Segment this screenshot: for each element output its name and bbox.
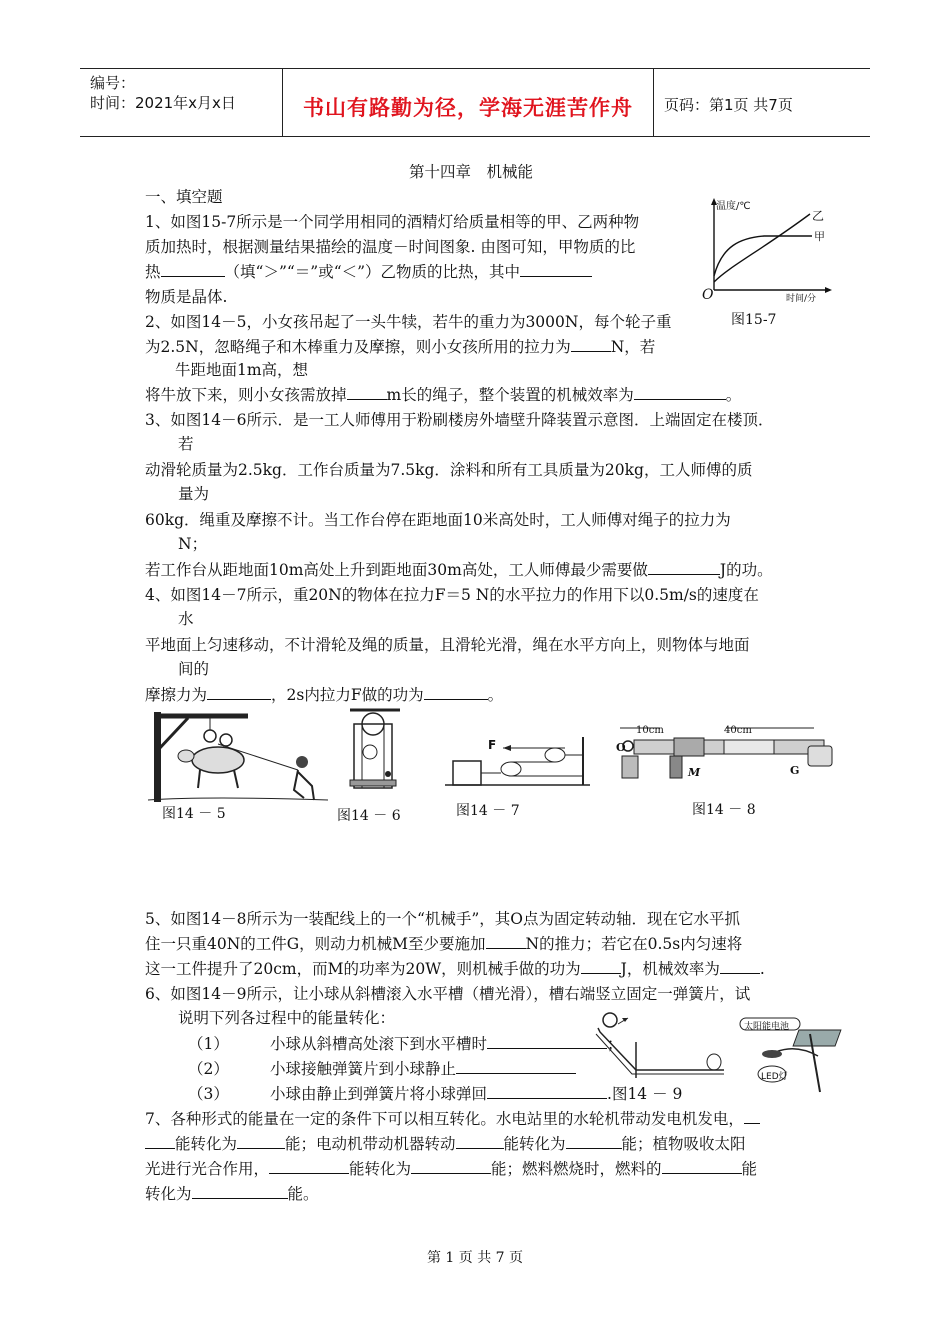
q3-line6: N；: [178, 535, 208, 553]
chapter-title: 第十四章 机械能: [409, 163, 534, 181]
q5-blank-3[interactable]: [720, 959, 760, 974]
fig148-M: M: [688, 766, 701, 779]
q4-line1: 4、如图14－7所示，重20N的物体在拉力F＝5 N的水平拉力的作用下以0.5m/s的速度在: [145, 586, 759, 604]
figure-14-5-calf: [148, 710, 328, 805]
fig157-xlabel: 时间/分: [786, 294, 817, 304]
q7-line4: 转化为 能。: [145, 1185, 319, 1203]
page-number-label: 页码：第1页 共7页: [664, 96, 793, 114]
q4-blank-2[interactable]: [424, 685, 488, 700]
q6-blank-3[interactable]: [487, 1084, 607, 1099]
q1-line4: 物质是晶体.: [145, 288, 228, 306]
q7-blank-7[interactable]: [662, 1159, 742, 1174]
q1-line2: 质加热时，根据测量结果描绘的温度－时间图象. 由图可知，甲物质的比: [145, 238, 636, 256]
q7-blank-2[interactable]: [237, 1134, 285, 1149]
q7-blank-4[interactable]: [566, 1134, 622, 1149]
doc-date-label: 时间：2021年x月x日: [90, 94, 236, 112]
fig157-origin: O: [702, 287, 714, 303]
q4-line3: 平地面上匀速移动，不计滑轮及绳的质量，且滑轮光滑，绳在水平方向上，则物体与地面: [145, 636, 750, 654]
fig148-G: G: [790, 764, 800, 777]
q7-blank-5[interactable]: [269, 1159, 349, 1174]
q6-line1: 6、如图14－9所示，让小球从斜槽滚入水平槽（槽光滑），槽右端竖立固定一弹簧片，试: [145, 985, 751, 1003]
q1-blank-1[interactable]: [161, 262, 225, 277]
q5-line3: 这一工件提升了20cm，而M的功率为20W，则机械手做的功为 J，机械效率为 .: [145, 960, 765, 978]
doc-code-label: 编号：: [90, 74, 136, 92]
q6-sub2: （2） 小球接触弹簧片到小球静止: [188, 1059, 576, 1079]
figure-14-7-pulley-block: [445, 735, 595, 795]
q7-blank-1a[interactable]: [744, 1109, 760, 1124]
q5-line2: 住一只重40N的工件G，则动力机械M至少要施加 N的推力；若它在0.5s内匀速将: [145, 935, 743, 953]
q3-blank-1[interactable]: [648, 560, 720, 575]
fig145-caption: 图14 － 5: [162, 806, 226, 822]
q3-line5: 60kg．绳重及摩擦不计。当工作台停在距地面10米高处时，工人师傅对绳子的拉力为: [145, 511, 731, 529]
fig157-label-jia: 甲: [814, 230, 825, 243]
q6-blank-2[interactable]: [456, 1059, 576, 1074]
q2-blank-3[interactable]: [634, 385, 726, 400]
q5-blank-1[interactable]: [486, 934, 526, 949]
q7-line3: 光进行光合作用， 能转化为 能；燃料燃烧时，燃料的 能: [145, 1160, 758, 1178]
fig146-caption: 图14 － 6: [337, 808, 401, 824]
q7-blank-8[interactable]: [192, 1184, 288, 1199]
q2-line3: 牛距地面1m高，想: [175, 361, 309, 379]
q2-blank-2[interactable]: [347, 385, 387, 400]
q1-line1: 1、如图15-7所示是一个同学用相同的酒精灯给质量相等的甲、乙两种物: [145, 213, 640, 231]
curve-yi: [714, 214, 810, 282]
fig157-caption: 图15-7: [731, 312, 777, 328]
q6-blank-1[interactable]: [487, 1034, 607, 1049]
q7-blank-1b[interactable]: [145, 1134, 175, 1149]
q7-line2: 能转化为 能；电动机带动机器转动 能转化为 能；植物吸收太阳: [145, 1134, 746, 1154]
q2-line4: 将牛放下来，则小女孩需放掉 m长的绳子，整个装置的机械效率为 。: [145, 386, 742, 404]
q5-blank-2[interactable]: [581, 959, 621, 974]
q2-blank-1[interactable]: [571, 337, 611, 352]
q7-blank-6[interactable]: [411, 1159, 491, 1174]
q1-blank-2[interactable]: [520, 262, 592, 277]
q4-line4: 间的: [178, 660, 210, 678]
q7-blank-3[interactable]: [456, 1134, 504, 1149]
q5-line1: 5、如图14－8所示为一装配线上的一个“机械手”，其O点为固定转动轴．现在它水平抓: [145, 910, 741, 928]
q6-line2: 说明下列各过程中的能量转化：: [178, 1009, 396, 1027]
fig148-O: O: [616, 741, 626, 754]
header-motto: 书山有路勤为径，学海无涯苦作舟: [303, 96, 633, 120]
q3-line4: 量为: [178, 485, 210, 503]
fig157-label-yi: 乙: [812, 209, 825, 223]
q6-sub1: （1） 小球从斜槽高处滚下到水平槽时 ；: [188, 1035, 623, 1053]
q4-line2: 水: [178, 610, 194, 628]
fig148-caption: 图14 － 8: [692, 802, 756, 818]
figure-14-6-pulley-lift: [340, 708, 410, 803]
q1-line3: 热 （填“＞”“＝”或“＜”）乙物质的比热，其中: [145, 262, 592, 282]
fig147-caption: 图14 － 7: [456, 803, 520, 819]
solar-panel-label: 太阳能电池: [744, 1022, 790, 1032]
fig148-10cm: 10cm: [636, 725, 664, 736]
q4-blank-1[interactable]: [207, 685, 271, 700]
q2-line2: 为2.5N，忽略绳子和木棒重力及摩擦，则小女孩所用的拉力为 N，若: [145, 338, 656, 356]
q6-sub3: （3） 小球由静止到弹簧片将小球弹回 .图14 － 9: [188, 1085, 683, 1103]
q7-line1: 7、各种形式的能量在一定的条件下可以相互转化。水电站里的水轮机带动发电机发电，: [145, 1109, 760, 1129]
q3-line2: 若: [178, 435, 194, 453]
fig157-ylabel: 温度/℃: [716, 201, 751, 212]
q3-line7: 若工作台从距地面10m高处上升到距地面30m高处，工人师傅最少需要做 J的功。: [145, 561, 773, 579]
fig148-40cm: 40cm: [724, 725, 752, 736]
page-footer: 第 1 页 共 7 页: [426, 1250, 524, 1266]
q3-line1: 3、如图14－6所示．是一工人师傅用于粉刷楼房外墙壁升降装置示意图．上端固定在楼顶．: [145, 411, 774, 429]
led-lamp-label: LED灯: [761, 1072, 788, 1082]
q4-line5: 摩擦力为 ，2s内拉力F做的功为 。: [145, 686, 504, 704]
section-title: 一、填空题: [145, 188, 223, 206]
q2-line1: 2、如图14－5，小女孩吊起了一头牛犊，若牛的重力为3000N，每个轮子重: [145, 313, 672, 331]
q3-line3: 动滑轮质量为2.5kg．工作台质量为7.5kg．涂料和所有工具质量为20kg，工人师傅的质: [145, 461, 753, 479]
fig147-F-label: F: [488, 738, 497, 752]
figure-14-9-ramp: [596, 1012, 726, 1082]
